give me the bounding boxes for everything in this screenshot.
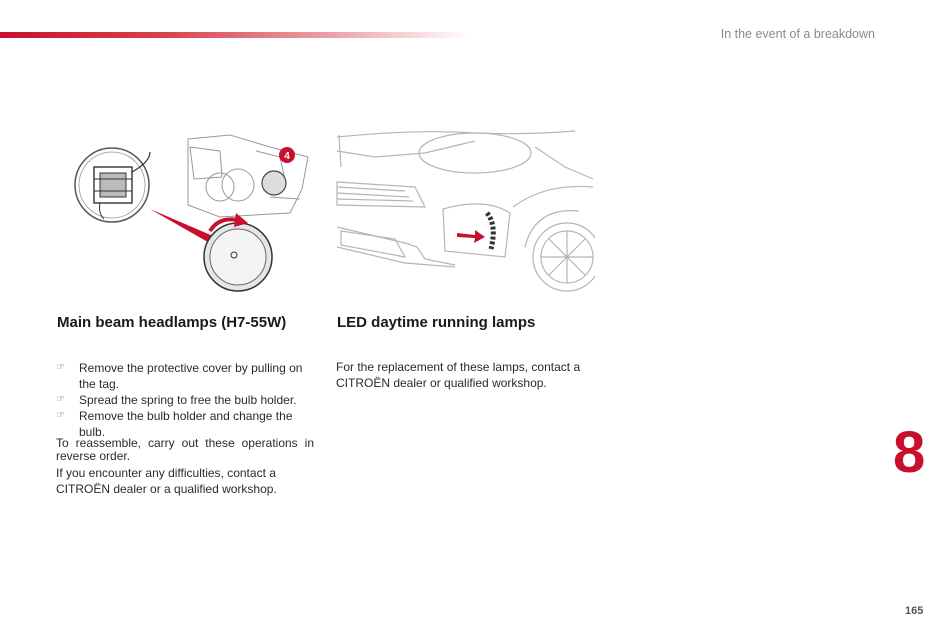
main-beam-steps <box>56 360 314 440</box>
led-drl-heading: LED daytime running lamps <box>337 314 536 331</box>
header-accent-bar <box>0 32 470 38</box>
step-item: ☞ Spread the spring to free the bulb holder. <box>56 393 297 407</box>
headlamp-unit <box>188 135 308 217</box>
step-item: ☞ Remove the protective cover by pulling on the tag. <box>56 361 303 391</box>
pointing-hand-icon: ☞ <box>56 394 65 405</box>
bulb-holder-detail <box>75 148 150 222</box>
chapter-number: 8 <box>893 420 926 485</box>
pointing-hand-icon: ☞ <box>56 362 65 373</box>
pointing-hand-icon: ☞ <box>56 410 65 421</box>
bulb-socket <box>262 171 286 195</box>
led-pointer-arrow <box>457 230 485 243</box>
car-front-outline <box>337 131 595 291</box>
reassemble-note: To reassemble, carry out these operations in reverse order. <box>56 436 314 463</box>
callout-marker <box>279 147 295 163</box>
protective-cover <box>204 223 272 291</box>
difficulties-note: If you encounter any difficulties, contact a CITROËN dealer or a qualified workshop. <box>56 466 277 496</box>
led-strip <box>487 213 493 249</box>
main-beam-heading: Main beam headlamps (H7-55W) <box>57 314 287 331</box>
led-replacement-note: For the replacement of these lamps, contact a CITROËN dealer or qualified workshop. <box>336 360 581 390</box>
svg-text:4: 4 <box>284 151 290 162</box>
headlamp-bulb-illustration <box>70 127 316 299</box>
section-title: In the event of a breakdown <box>720 27 875 41</box>
led-lamp-illustration <box>335 127 595 304</box>
page-number: 165 <box>905 605 924 617</box>
step-item: ☞ Remove the bulb holder and change the bulb. <box>56 409 293 439</box>
